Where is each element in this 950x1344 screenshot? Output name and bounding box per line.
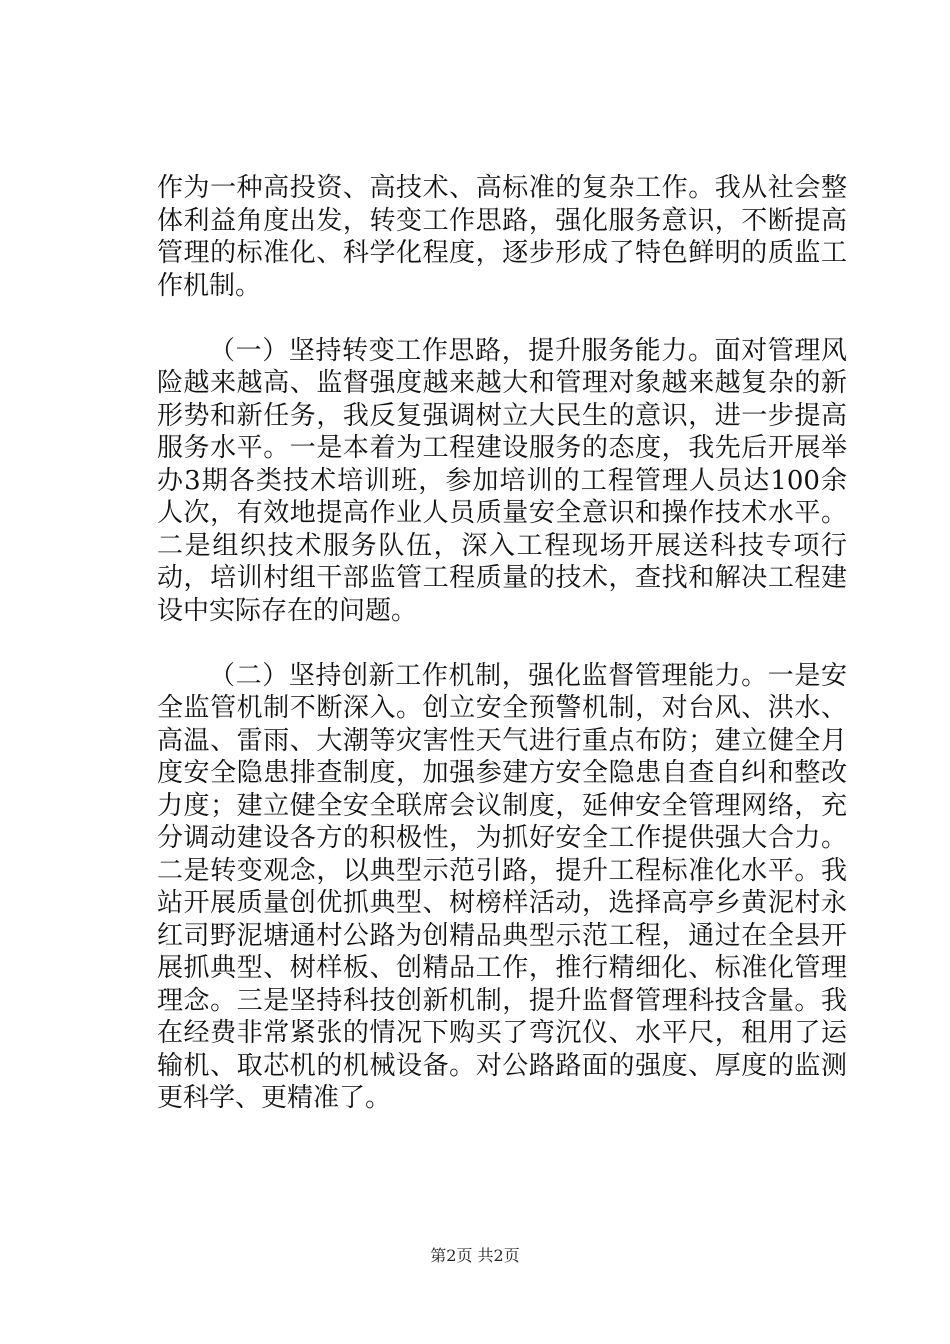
page-number-footer: 第2页 共2页 [430, 1246, 520, 1265]
document-body [157, 172, 847, 1115]
paragraph-section-two: （二）坚持创新工作机制，强化监督管理能力。一是安全监管机制不断深入。创立安全预警机制，对台风、洪水、高温、雷雨、大潮等灾害性天气进行重点布防；建立健全月度安全隐患排查制度，加强参建方安全隐患自查自纠和整改力度；建立健全安全联席会议制度，延伸安全管理网络，充分调动建设各方的积极性，为抓好安全工作提供强大合力。二是转变观念，以典型示范引路，提升工程标准化水平。我站开展质量创优抓典型、树榜样活动，选择高亭乡黄泥村永红司野泥塘通村公路为创精品典型示范工程，通过在全县开展抓典型、树样板、创精品工作，推行精细化、标准化管理理念。三是坚持科技创新机制，提升监督管理科技含量。我在经费非常紧张的情况下购买了弯沉仪、水平尺，租用了运输机、取芯机的机械设备。对公路路面的强度、厚度的监测更科学、更精准了。 [157, 660, 847, 1113]
paragraph-section-one: （一）坚持转变工作思路，提升服务能力。面对管理风险越来越高、监督强度越来越大和管理对象越来越复杂的新形势和新任务，我反复强调树立大民生的意识，进一步提高服务水平。一是本着为工程建设服务的态度，我先后开展举办3期各类技术培训班，参加培训的工程管理人员达100余人次，有效地提高作业人员质量安全意识和操作技术水平。二是组织技术服务队伍，深入工程现场开展送科技专项行动，培训村组干部监管工程质量的技术，查找和解决工程建设中实际存在的问题。 [157, 335, 847, 626]
paragraph-intro: 作为一种高投资、高技术、高标准的复杂工作。我从社会整体利益角度出发，转变工作思路，强化服务意识，不断提高管理的标准化、科学化程度，逐步形成了特色鲜明的质监工作机制。 [157, 173, 847, 301]
